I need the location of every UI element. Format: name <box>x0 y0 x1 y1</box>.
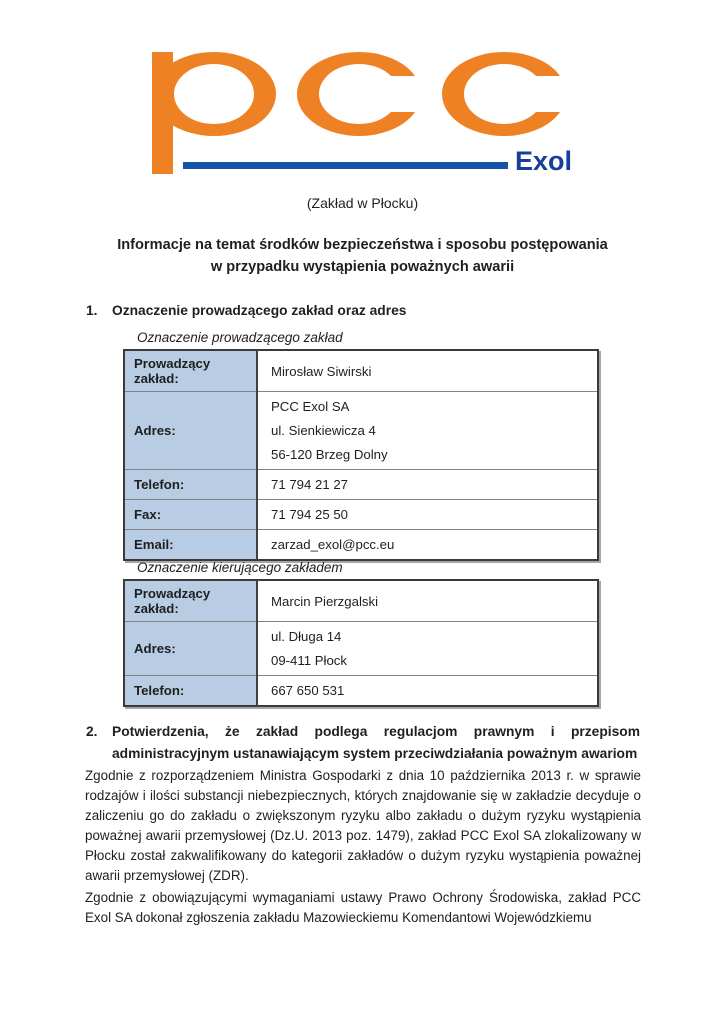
row-value <box>257 676 598 707</box>
section-2-number: 2. <box>86 724 98 739</box>
section-1-heading <box>86 300 640 322</box>
logo-underline <box>183 162 508 169</box>
value-line: Marcin Pierzgalski <box>271 593 378 609</box>
row-label: Telefon: <box>124 470 257 500</box>
row-label: Adres: <box>124 392 257 470</box>
document-title <box>85 234 640 278</box>
row-value <box>257 580 598 622</box>
row-label: Telefon: <box>124 676 257 707</box>
row-label: Adres: <box>124 622 257 676</box>
table-row <box>124 530 598 561</box>
table-row <box>124 500 598 530</box>
value-line: ul. Sienkiewicza 4 <box>271 423 376 438</box>
operator-info-table <box>123 349 599 561</box>
row-value <box>257 500 598 530</box>
section-1-heading-text: Oznaczenie prowadzącego zakład oraz adres <box>112 303 407 318</box>
row-value <box>257 622 598 676</box>
row-value <box>257 470 598 500</box>
section-2-paragraph-2: Zgodnie z obowiązującymi wymaganiami ustawy Prawo Ochrony Środowiska, zakład PCC Exol SA dokonał zgłoszenia zakładu Mazowieckiemu Komendantowi Wojewódzkiemu <box>85 890 641 925</box>
table-row <box>124 392 598 470</box>
document-title-line1: Informacje na temat środków bezpieczeństwa i sposobu postępowania <box>117 237 608 253</box>
row-label: Prowadzący zakład: <box>124 350 257 392</box>
value-line: 667 650 531 <box>271 683 345 698</box>
section-1-number: 1. <box>86 303 98 318</box>
logo-exol-text: Exol <box>515 146 573 176</box>
table-row <box>124 470 598 500</box>
value-line: 09-411 Płock <box>271 653 347 668</box>
table-row <box>124 676 598 707</box>
section-2-heading <box>86 721 640 765</box>
value-line: 56-120 Brzeg Dolny <box>271 447 388 462</box>
pcc-logo-letters <box>152 52 573 176</box>
row-value <box>257 350 598 392</box>
row-value <box>257 392 598 470</box>
value-line: Mirosław Siwirski <box>271 363 372 379</box>
document-title-line2: w przypadku wystąpienia poważnych awarii <box>210 259 515 275</box>
section-2-heading-text: Potwierdzenia, że zakład podlega regulacjom prawnym i przepisom administracyjnym ustanawiającym system przeciwdziałania poważnym awariom <box>112 724 640 761</box>
manager-table-caption: Oznaczenie kierującego zakładem <box>137 560 343 575</box>
table-row <box>124 350 598 392</box>
value-line: zarzad_exol@pcc.eu <box>271 537 395 552</box>
manager-info-table <box>123 579 599 707</box>
value-line: 71 794 21 27 <box>271 477 349 492</box>
section-2-paragraph-1: Zgodnie z rozporządzeniem Ministra Gospodarki z dnia 10 października 2013 r. w sprawie rodzajów i ilości substancji niebezpiecznych, których znajdowanie się w zakładzie decyduje o zaliczeniu go do zakładu o zwiększonym ryzyku albo zakładu o dużym ryzyku wystąpienia poważnej awarii przemysłowej (Dz.U. 2013 poz. 1479), zakład PCC Exol SA zlokalizowany w Płocku został zakwalifikowany do kategorii zakładów o dużym ryzyku wystąpienia poważnej awarii przemysłowej (ZDR). <box>85 768 641 883</box>
pcc-exol-logo-graphic <box>150 44 580 184</box>
value-line: 71 794 25 50 <box>271 507 349 522</box>
table-row <box>124 580 598 622</box>
row-value <box>257 530 598 561</box>
pcc-exol-logo <box>150 44 580 184</box>
operator-table-caption: Oznaczenie prowadzącego zakład <box>137 330 343 345</box>
table-row <box>124 622 598 676</box>
row-label: Prowadzący zakład: <box>124 580 257 622</box>
value-line: ul. Długa 14 <box>271 629 342 644</box>
plant-location-subtitle: (Zakład w Płocku) <box>306 195 419 211</box>
row-label: Email: <box>124 530 257 561</box>
row-label: Fax: <box>124 500 257 530</box>
value-line: PCC Exol SA <box>271 399 350 414</box>
